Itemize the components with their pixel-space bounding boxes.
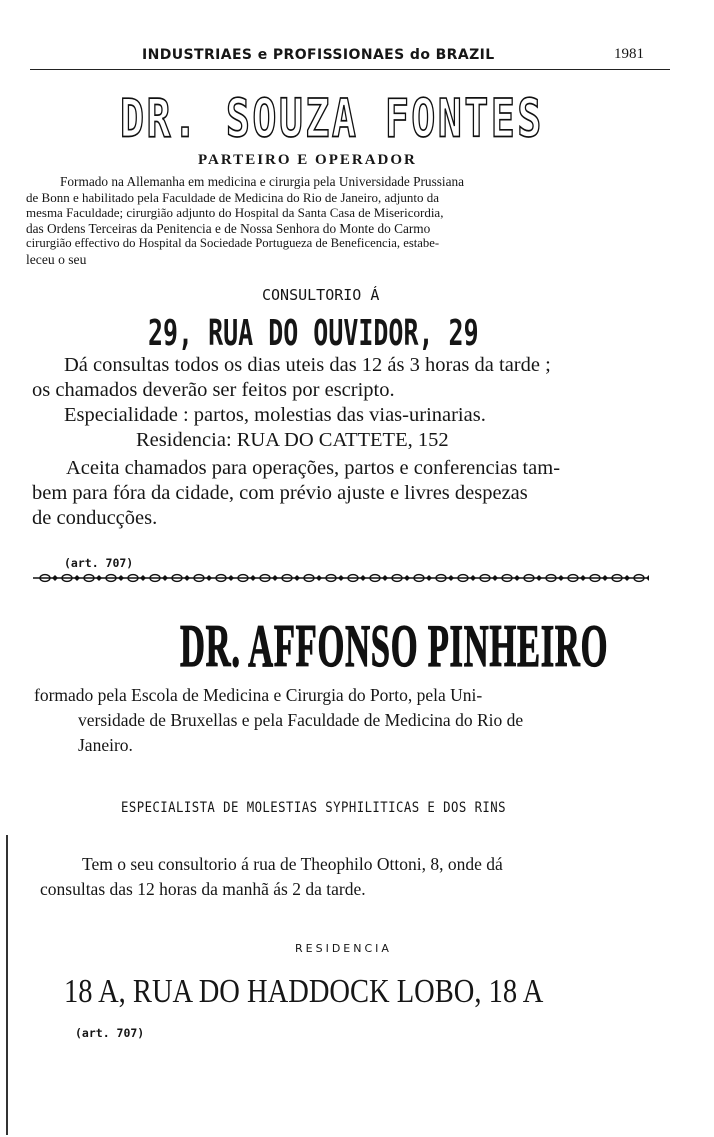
ornament-diamond: [404, 575, 410, 581]
ad2-bio-line: formado pela Escola de Medicina e Cirurgia do Porto, pela Uni-: [34, 685, 483, 705]
ornament-diamond: [96, 575, 102, 581]
ornament-diamond: [426, 575, 432, 581]
ad1-bio-line: Formado na Allemanha em medicina e cirurgia pela Universidade Prussiana: [60, 174, 465, 189]
ad1-bio-line: das Ordens Terceiras da Penitencia e de Nossa Senhora do Monte do Carmo: [26, 220, 431, 236]
ad1-bio-line: de Bonn e habilitado pela Faculdade de Medicina do Rio de Janeiro, adjunto da: [26, 189, 439, 205]
ornament-diamond: [360, 575, 366, 581]
ornament-diamond: [624, 575, 630, 581]
page-number: 1981: [614, 46, 644, 62]
ad1-subtitle: PARTEIRO E OPERADOR: [198, 152, 417, 168]
ad1-bio: [26, 174, 646, 268]
ornament-diamond: [338, 575, 344, 581]
ad1-body-line: Especialidade : partos, molestias das vias-urinarias.: [64, 404, 486, 426]
ad2-bio-line: versidade de Bruxellas e pela Faculdade de Medicina do Rio de: [78, 710, 524, 730]
ornament-diamond: [184, 575, 190, 581]
ad1-bio-line: mesma Faculdade; cirurgião adjunto do Hospital da Santa Casa de Misericordia,: [26, 205, 444, 221]
ornamental-divider: [33, 572, 649, 584]
ad1-art: (art. 707): [64, 556, 134, 570]
ad2-art: (art. 707): [75, 1026, 145, 1040]
ad1-body-line: Dá consultas todos os dias uteis das 12 ás 3 horas da tarde ;: [64, 354, 551, 376]
ornament-diamond: [646, 575, 649, 581]
ad2-consult: [40, 852, 503, 902]
ornament-diamond: [470, 575, 476, 581]
ad2-address: 18 A, RUA DO HADDOCK LOBO, 18 A: [64, 972, 544, 1010]
ornament-diamond: [580, 575, 586, 581]
ornament-diamond: [536, 575, 542, 581]
ad1-body-line: Aceita chamados para operações, partos e conferencias tam-: [66, 457, 561, 479]
ad1-body-line: bem para fóra da cidade, com prévio ajuste e livres despezas: [32, 482, 528, 504]
ad1-address: 29, RUA DO OUVIDOR, 29: [148, 312, 479, 354]
ornament-diamond: [74, 575, 80, 581]
ornament-diamond: [228, 575, 234, 581]
ornament-diamond: [206, 575, 212, 581]
ad2-name: DR. AFFONSO PINHEIRO: [180, 613, 609, 680]
ad1-bio-line: cirurgião effectivo do Hospital da Sociedade Portugueza de Beneficencia, estabe-: [26, 236, 440, 251]
ornament-diamond: [448, 575, 454, 581]
ad1-body-line: os chamados deverão ser feitos por escripto.: [32, 379, 395, 401]
ad1-body-line: Residencia: RUA DO CATTETE, 152: [136, 429, 449, 451]
ad2-consult-line: consultas das 12 horas da manhã ás 2 da tarde.: [40, 879, 366, 899]
running-header: [30, 41, 670, 71]
ornament-diamond: [272, 575, 278, 581]
ornament-diamond: [140, 575, 146, 581]
ornament-diamond: [316, 575, 322, 581]
ad1-body-line: de conducções.: [32, 507, 158, 529]
ad1-consultorio: CONSULTORIO Á: [262, 286, 380, 304]
ornament-diamond: [250, 575, 256, 581]
ornament-diamond: [558, 575, 564, 581]
ad2-bio-line: Janeiro.: [78, 735, 133, 755]
ornament-diamond: [294, 575, 300, 581]
ornament-diamond: [52, 575, 58, 581]
ad1-name: DR. SOUZA FONTES: [120, 88, 544, 149]
ornament-diamond: [514, 575, 520, 581]
ornament-diamond: [382, 575, 388, 581]
ornament-diamond: [492, 575, 498, 581]
ad2-consult-line: Tem o seu consultorio á rua de Theophilo Ottoni, 8, onde dá: [82, 854, 503, 874]
header-rule: [30, 69, 670, 70]
page-edge-shadow: [6, 835, 8, 1135]
ad2-residencia-label: RESIDENCIA: [295, 942, 392, 955]
ad2-bio: [34, 683, 523, 758]
ad1-body: [32, 353, 560, 531]
header-title: INDUSTRIAES e PROFISSIONAES do BRAZIL: [142, 47, 495, 63]
ornament-diamond: [162, 575, 168, 581]
ad2-specialty: ESPECIALISTA DE MOLESTIAS SYPHILITICAS E DOS RINS: [121, 800, 507, 816]
ornament-diamond: [118, 575, 124, 581]
ad1-bio-line: leceu o seu: [26, 251, 87, 267]
ornament-diamond: [602, 575, 608, 581]
